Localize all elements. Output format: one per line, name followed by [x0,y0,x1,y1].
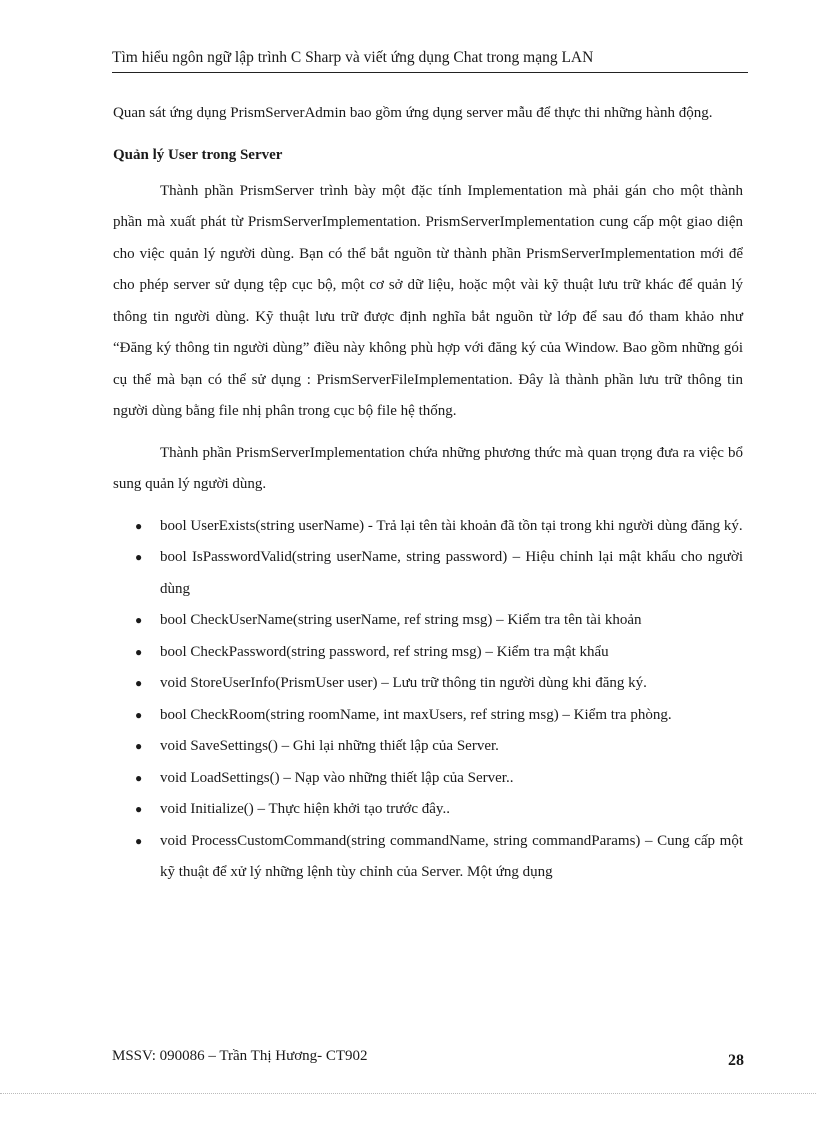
method-text: void SaveSettings() – Ghi lại những thiết lập của Server. [160,738,499,754]
list-item [113,763,743,795]
bullet-icon: ● [135,518,143,533]
bullet-icon: ● [135,613,143,627]
bullet-icon: ● [135,739,143,753]
method-text: void Initialize() – Thực hiện khởi tạo trước đây.. [160,801,450,817]
method-text: bool CheckRoom(string roomName, int maxUsers, ref string msg) – Kiểm tra phòng. [160,706,672,723]
list-item [113,668,743,700]
page-number: 28 [728,1052,744,1069]
bullet-icon: ● [135,707,143,722]
method-list [113,511,743,889]
student-info: MSSV: 090086 – Trần Thị Hương- CT902 [112,1048,368,1064]
bullet-icon: ● [135,644,143,659]
method-text: bool UserExists(string userName) - Trả lại tên tài khoản đã tồn tại trong khi người dùng đăng ký. [160,517,743,534]
list-item [113,794,743,826]
method-text: void LoadSettings() – Nạp vào những thiết lập của Server.. [160,769,514,786]
method-text: bool CheckPassword(string password, ref string msg) – Kiểm tra mật khẩu [160,643,609,660]
list-item [113,605,743,637]
list-item [113,700,743,732]
page-edge-divider [0,1093,816,1094]
page-body [113,98,743,889]
list-item [113,731,743,763]
bullet-icon: ● [135,833,143,848]
intro-paragraph: Quan sát ứng dụng PrismServerAdmin bao gồm ứng dụng server mẫu để thực thi những hành động. [113,105,713,121]
section-heading: Quản lý User trong Server [113,146,283,163]
body-paragraph-2: Thành phần PrismServerImplementation chứa những phương thức mà quan trọng đưa ra việc bổ sung quản lý người dùng. [113,444,743,492]
method-text: bool IsPasswordValid(string userName, string password) – Hiệu chỉnh lại mật khẩu cho người dùng [160,549,743,597]
bullet-icon: ● [135,802,143,816]
method-text: void StoreUserInfo(PrismUser user) – Lưu trữ thông tin người dùng khi đăng ký. [160,675,647,691]
method-text: void ProcessCustomCommand(string commandName, string commandParams) – Cung cấp một kỹ thuật để xử lý những lệnh tùy chỉnh của Server. Một ứng dụng [160,832,743,880]
list-item [113,511,743,543]
list-item [113,637,743,669]
running-header: Tìm hiểu ngôn ngữ lập trình C Sharp và viết ứng dụng Chat trong mạng LAN [112,48,748,73]
list-item [113,542,743,605]
bullet-icon: ● [135,770,143,785]
bullet-icon: ● [135,676,143,690]
body-paragraph-1: Thành phần PrismServer trình bày một đặc tính Implementation mà phải gán cho một thành phần mà xuất phát từ PrismServerImplementation. PrismServerImplementation cung cấp một giao diện cho việc quản lý người dùng. Bạn có thể bắt nguồn từ thành phần PrismServerImplementation mới để cho phép server sử dụng tệp cục bộ, một cơ sở dữ liệu, hoặc một vài kỹ thuật lưu trữ khác để quản lý thông tin người dùng. Kỹ thuật lưu trữ được định nghĩa bắt nguồn từ lớp để sau đó tham khảo như “Đăng ký thông tin người dùng” điều này không phù hợp với đăng ký của Window. Bao gồm những gói cụ thể mà bạn có thể sử dụng : PrismServerFileImplementation. Đây là thành phần lưu trữ thông tin người dùng bằng file nhị phân trong cục bộ file hệ thống. [113,182,743,419]
list-item [113,826,743,889]
method-text: bool CheckUserName(string userName, ref string msg) – Kiểm tra tên tài khoản [160,612,642,628]
bullet-icon: ● [135,550,143,564]
